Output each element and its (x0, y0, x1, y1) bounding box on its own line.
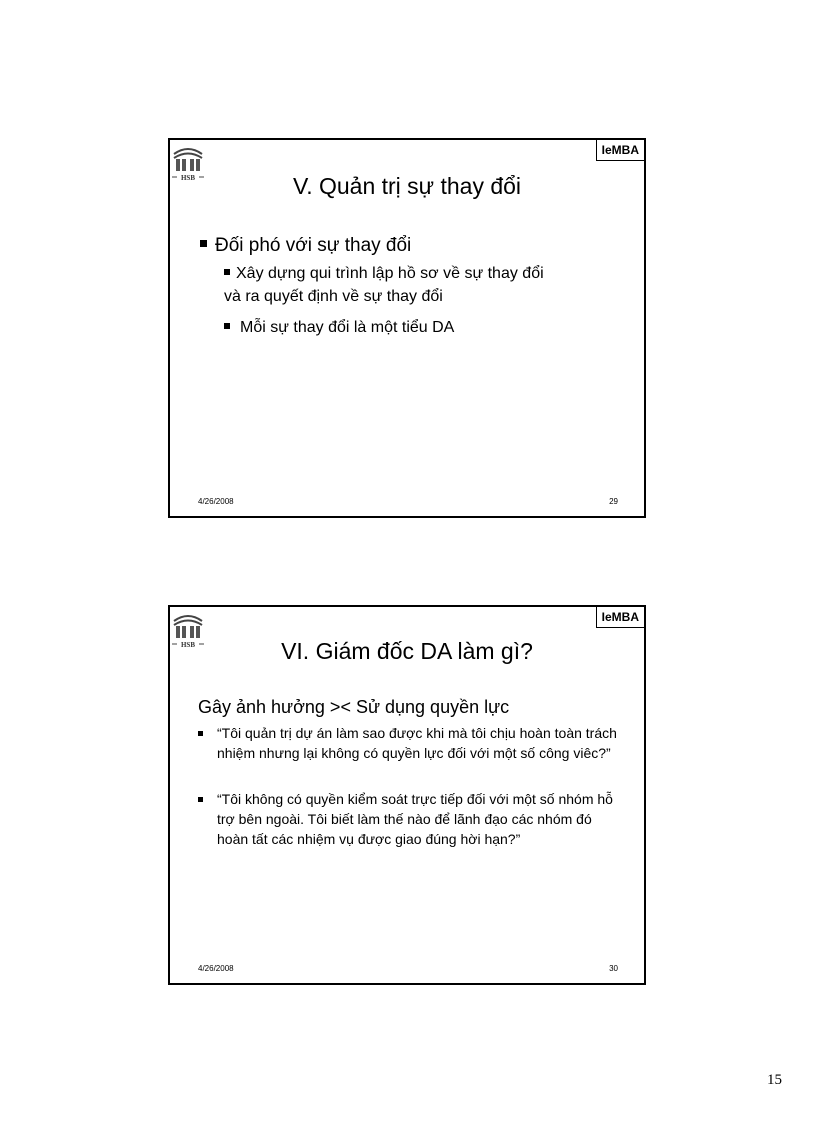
svg-text:HSB: HSB (180, 174, 196, 182)
slide-date: 4/26/2008 (198, 964, 234, 973)
slide-heading: Gây ảnh hưởng >< Sử dụng quyền lực (198, 697, 510, 717)
square-bullet-icon (200, 240, 207, 247)
slide-30 (168, 605, 646, 985)
sub-bullet-item (224, 262, 544, 308)
brand-badge: IeMBA (596, 607, 644, 628)
svg-text:HSB: HSB (180, 641, 196, 649)
bullet-item (198, 789, 618, 849)
slide-date: 4/26/2008 (198, 497, 234, 506)
slide-number: 29 (609, 497, 618, 506)
slide-title: VI. Giám đốc DA làm gì? (281, 638, 533, 664)
bullet-text: “Tôi không có quyền kiểm soát trực tiếp đối với một số nhóm hỗ trợ bên ngoài. Tôi biết làm thế nào để lãnh đạo các nhóm đó hoàn tất các nhiệm vụ được giao đúng hời hạn?” (217, 791, 613, 847)
brand-badge: IeMBA (596, 140, 644, 161)
slide-number: 30 (609, 964, 618, 973)
sub-bullet-text-cont: và ra quyết định về sự thay đổi (224, 288, 443, 305)
slide-29 (168, 138, 646, 518)
bullet-text: Đối phó với sự thay đổi (215, 235, 412, 256)
sub-bullet-text: Xây dựng qui trình lập hồ sơ về sự thay đổi (236, 265, 544, 282)
square-bullet-icon (224, 269, 230, 275)
bullet-item (198, 723, 618, 763)
bullet-item (200, 234, 411, 258)
bullet-text: “Tôi quản trị dự án làm sao được khi mà tôi chịu hoàn toàn trách nhiệm nhưng lại không có quyền lực đối với một số công viêc?” (217, 725, 617, 761)
page-number: 15 (767, 1072, 782, 1088)
square-bullet-icon (198, 731, 203, 736)
square-bullet-icon (198, 797, 203, 802)
square-bullet-icon (224, 323, 230, 329)
sub-bullet-text: Mỗi sự thay đổi là một tiểu DA (240, 319, 455, 336)
slide-title: V. Quản trị sự thay đổi (292, 173, 522, 199)
sub-bullet-item (224, 316, 454, 339)
